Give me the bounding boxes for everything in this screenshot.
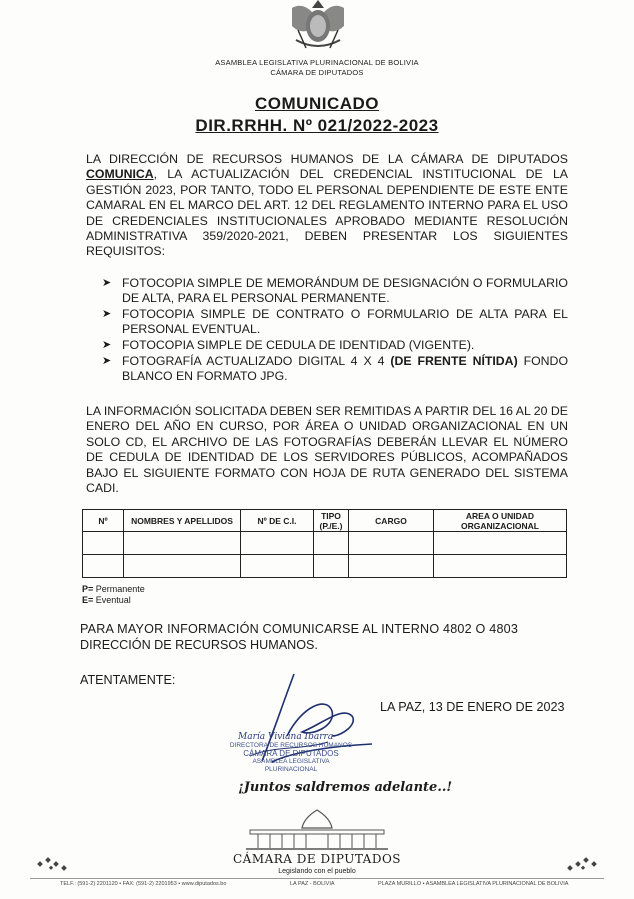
closing-text: ATENTAMENTE: <box>80 673 176 687</box>
col-header-number: Nº <box>83 510 124 532</box>
motto-text: ¡Juntos saldremos adelante..! <box>238 780 453 795</box>
table-cell <box>83 532 124 555</box>
requirement-item <box>102 307 568 338</box>
table-cell <box>124 532 241 555</box>
requirement-bold: (DE FRENTE NÍTIDA) <box>390 354 518 368</box>
table-cell <box>434 532 567 555</box>
footer-contact: TELF.: (591-2) 2201120 • FAX: (591-2) 2201953 • www.diputados.bo <box>60 881 227 887</box>
intro-bold: COMUNICA <box>86 167 154 182</box>
legend-key: E= <box>82 595 94 605</box>
footer-city: LA PAZ - BOLIVIA <box>290 881 335 887</box>
table-row <box>83 555 567 578</box>
footer-tagline: Legislando con el pueblo <box>278 868 356 875</box>
footer-address: PLAZA MURILLO • ASAMBLEA LEGISLATIVA PLURINACIONAL DE BOLIVIA <box>378 881 569 887</box>
intro-text-a: LA DIRECCIÓN DE RECURSOS HUMANOS DE LA CÁMARA DE DIPUTADOS <box>86 152 568 166</box>
requirement-item <box>102 354 569 385</box>
document-reference: DIR.RRHH. Nº 021/2022-2023 <box>195 116 439 135</box>
stamp-line: ASAMBLEA LEGISLATIVA PLURINACIONAL <box>252 758 330 773</box>
table-cell <box>83 555 124 578</box>
chamber-name: CÁMARA DE DIPUTADOS <box>270 68 364 77</box>
col-header-ci: Nº DE C.I. <box>241 510 314 532</box>
table-cell <box>349 555 434 578</box>
institution-name: ASAMBLEA LEGISLATIVA PLURINACIONAL DE BOLIVIA <box>215 58 419 67</box>
wiphala-pattern-left <box>36 850 76 874</box>
requirements-table <box>82 509 567 578</box>
document-date: LA PAZ, 13 DE ENERO DE 2023 <box>380 700 565 714</box>
signature-name: María Viviana Ibarra <box>238 732 334 742</box>
col-header-position: CARGO <box>349 510 434 532</box>
table-row <box>83 532 567 555</box>
arrow-bullet-icon: ➤ <box>102 355 112 367</box>
legend-key: P= <box>82 584 94 594</box>
table-cell <box>314 555 349 578</box>
requirement-text: FOTOCOPIA SIMPLE DE CONTRATO O FORMULARIO DE ALTA PARA EL PERSONAL EVENTUAL. <box>122 307 568 337</box>
requirement-item <box>102 338 568 353</box>
requirement-text: FOTOCOPIA SIMPLE DE MEMORÁNDUM DE DESIGNACIÓN O FORMULARIO DE ALTA, PARA EL PERSONAL PERMANENTE. <box>122 276 568 306</box>
arrow-bullet-icon: ➤ <box>102 277 112 289</box>
col-header-type: TIPO (P./E.) <box>314 510 349 532</box>
contact-line: PARA MAYOR INFORMACIÓN COMUNICARSE AL INTERNO 4802 O 4803 <box>80 622 519 636</box>
stamp-line: DIRECTORA DE RECURSOS HUMANOS <box>229 742 353 749</box>
requirement-text: FOTOCOPIA SIMPLE DE CEDULA DE IDENTIDAD (VIGENTE). <box>122 338 475 352</box>
footer-divider <box>30 878 604 879</box>
legend-value: Eventual <box>93 595 131 605</box>
table-cell <box>241 555 314 578</box>
requirement-text: FONDO BLANCO EN FORMATO JPG. <box>122 354 569 384</box>
coat-of-arms-emblem <box>282 0 354 56</box>
table-header-row <box>83 510 567 532</box>
footer-chamber-name: CÁMARA DE DIPUTADOS <box>232 852 402 866</box>
arrow-bullet-icon: ➤ <box>102 339 112 351</box>
table-cell <box>241 532 314 555</box>
table-cell <box>124 555 241 578</box>
legend-permanent <box>82 584 145 595</box>
legend-value: Permanente <box>93 584 145 594</box>
info-paragraph: LA INFORMACIÓN SOLICITADA DEBEN SER REMITIDAS A PARTIR DEL 16 AL 20 DE ENERO DEL AÑO EN CURSO, POR ÁREA O UNIDAD ORGANIZACIONAL EN UN SOLO CD, EL ARCHIVO DE LAS FOTOGRAFÍAS DEBERÁN LLEVAR EL NÚMERO DE CEDULA DE IDENTIDAD DE LOS SERVIDORES PÚBLICOS, ACOMPAÑADOS BAJO EL SIGUIENTE FORMATO CON HOJA DE RUTA GENERADO DEL SISTEMA CADI. <box>86 404 568 496</box>
intro-text-b: , LA ACTUALIZACIÓN DEL CREDENCIAL INSTITUCIONAL DE LA GESTIÓN 2023, POR TANTO, TODO EL PERSONAL DEPENDIENTE DE ESTE ENTE CAMARAL EN EL MARCO DEL ART. 12 DEL REGLAMENTO INTERNO PARA EL USO DE CREDENCIALES INSTITUCIONALES APROBADO MEDIANTE RESOLUCIÓN ADMINISTRATIVA 359/2020-2021, DEBEN PRESENTAR LOS SIGUIENTES REQUISITOS: <box>86 167 568 259</box>
requirement-text: FOTOGRAFÍA ACTUALIZADO DIGITAL 4 X 4 <box>122 354 391 368</box>
requirement-item <box>102 276 568 307</box>
table-cell <box>314 532 349 555</box>
col-header-names: NOMBRES Y APELLIDOS <box>124 510 241 532</box>
arrow-bullet-icon: ➤ <box>102 308 112 320</box>
col-header-unit: AREA O UNIDAD ORGANIZACIONAL <box>434 510 567 532</box>
chamber-building-logo <box>244 808 390 852</box>
table-cell <box>349 532 434 555</box>
document-title: COMUNICADO <box>255 94 379 113</box>
intro-paragraph <box>86 152 568 260</box>
contact-department: DIRECCIÓN DE RECURSOS HUMANOS. <box>80 638 318 652</box>
wiphala-pattern-right <box>560 850 600 874</box>
table-cell <box>434 555 567 578</box>
stamp-line: CÁMARA DE DIPUTADOS <box>243 749 339 758</box>
legend-eventual <box>82 595 131 606</box>
official-stamp <box>226 742 356 774</box>
